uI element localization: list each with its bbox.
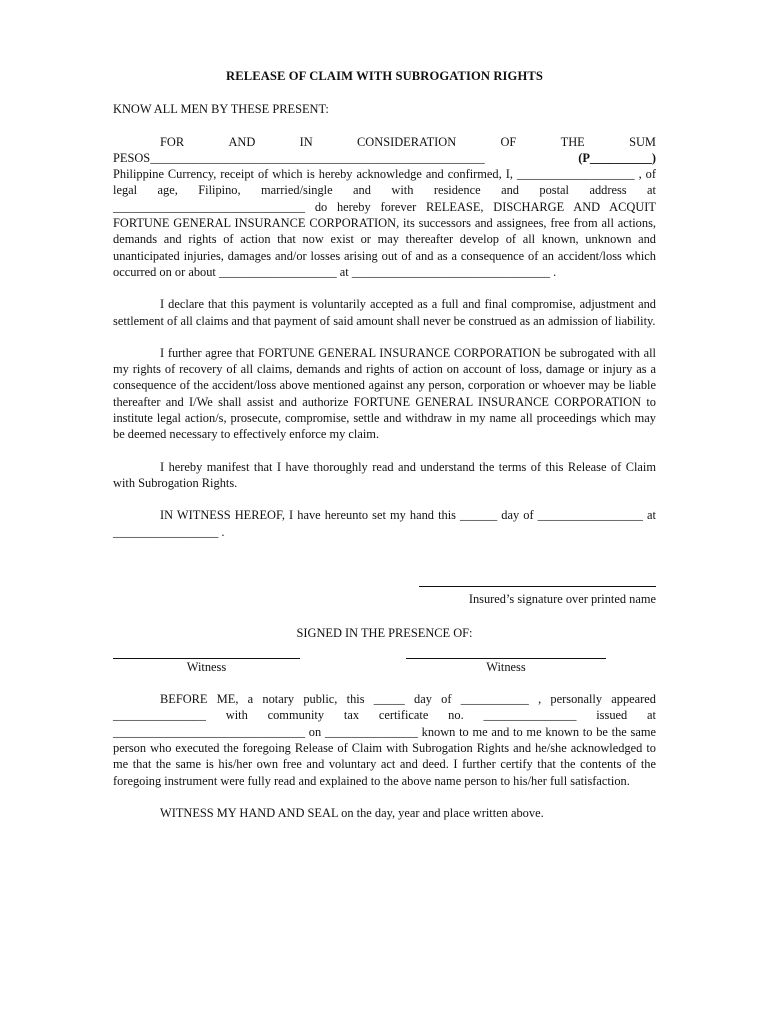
insured-signature-block (113, 572, 656, 608)
document-title: RELEASE OF CLAIM WITH SUBROGATION RIGHTS (226, 69, 543, 83)
witness-left (113, 646, 300, 675)
word-and: AND (228, 134, 256, 149)
witness-row (113, 646, 656, 675)
pesos-line (113, 150, 656, 166)
consideration-heading (113, 134, 656, 150)
signed-presence-heading: SIGNED IN THE PRESENCE OF: (296, 626, 473, 641)
witness-right-line (406, 646, 606, 659)
pesos-blank: PESOS______________________________________________________ (113, 150, 485, 165)
witness-hereof-paragraph: IN WITNESS HEREOF, I have hereunto set my hand this ______ day of _________________ at _________________ . (113, 508, 656, 539)
witness-left-label: Witness (186, 659, 227, 674)
consideration-paragraph (113, 134, 656, 281)
witness-right-label: Witness (486, 659, 526, 674)
pesos-amount-blank: (P__________) (578, 150, 656, 165)
insured-signature-label: Insured’s signature over printed name (468, 592, 656, 607)
witness-right (406, 646, 606, 675)
subrogation-paragraph: I further agree that FORTUNE GENERAL INSURANCE CORPORATION be subrogated with all my rights of recovery of all claims, demands and rights of action on account of loss, damage or injury as a consequence of the accident/loss above mentioned against any person, corporation or whoever may be liable thereafter and I/We shall assist and authorize FORTUNE GENERAL INSURANCE CORPORATION to institute legal action/s, prosecute, compromise, settle and withdraw in my name all proceedings which may be deemed necessary to effectively enforce my claim. (113, 345, 656, 442)
manifest-paragraph: I hereby manifest that I have thoroughly read and understand the terms of this Release of Claim with Subrogation Rights. (113, 459, 656, 490)
word-for: FOR (160, 134, 185, 149)
insured-signature-line (419, 572, 656, 587)
notary-paragraph: BEFORE ME, a notary public, this _____ day of ___________ , personally appeared _______________ with community tax certificate no. _______________ issued at _______________________________ on _______________ known to me and to me known to be the same person who executed the foregoing Release of Claim with Subrogation Rights and he/she acknowledged to me that the same is his/her own free and voluntary act and deed. I further certify that the contents of the foregoing instrument were fully read and explained to the above name person to his/her full satisfaction. (113, 692, 656, 788)
document-body (113, 68, 656, 821)
intro-line: KNOW ALL MEN BY THESE PRESENT: (113, 102, 329, 117)
word-the: THE (560, 134, 585, 149)
word-of: OF (500, 134, 517, 149)
consideration-body: Philippine Currency, receipt of which is hereby acknowledge and confirmed, I, ___________________ , of legal age, Filipino, married/single and with residence and postal address at _______________________________ do hereby forever RELEASE, DISCHARGE AND ACQUIT FORTUNE GENERAL INSURANCE CORPORATION, its successors and assignees, free from all actions, demands and rights of action that now exist or may thereafter develop of all known, unknown and unanticipated injuries, damages and/or losses arising out of and as a consequence of an accident/loss which occurred on or about ___________________ at ________________________________ . (113, 167, 656, 279)
word-consideration: CONSIDERATION (357, 134, 457, 149)
witness-left-line (113, 646, 300, 659)
word-sum: SUM (629, 134, 656, 149)
notary-closing-paragraph: WITNESS MY HAND AND SEAL on the day, year and place written above. (160, 805, 544, 820)
word-in: IN (299, 134, 313, 149)
payment-declaration-paragraph: I declare that this payment is voluntarily accepted as a full and final compromise, adjustment and settlement of all claims and that payment of said amount shall never be construed as an admission of liability. (113, 297, 656, 328)
